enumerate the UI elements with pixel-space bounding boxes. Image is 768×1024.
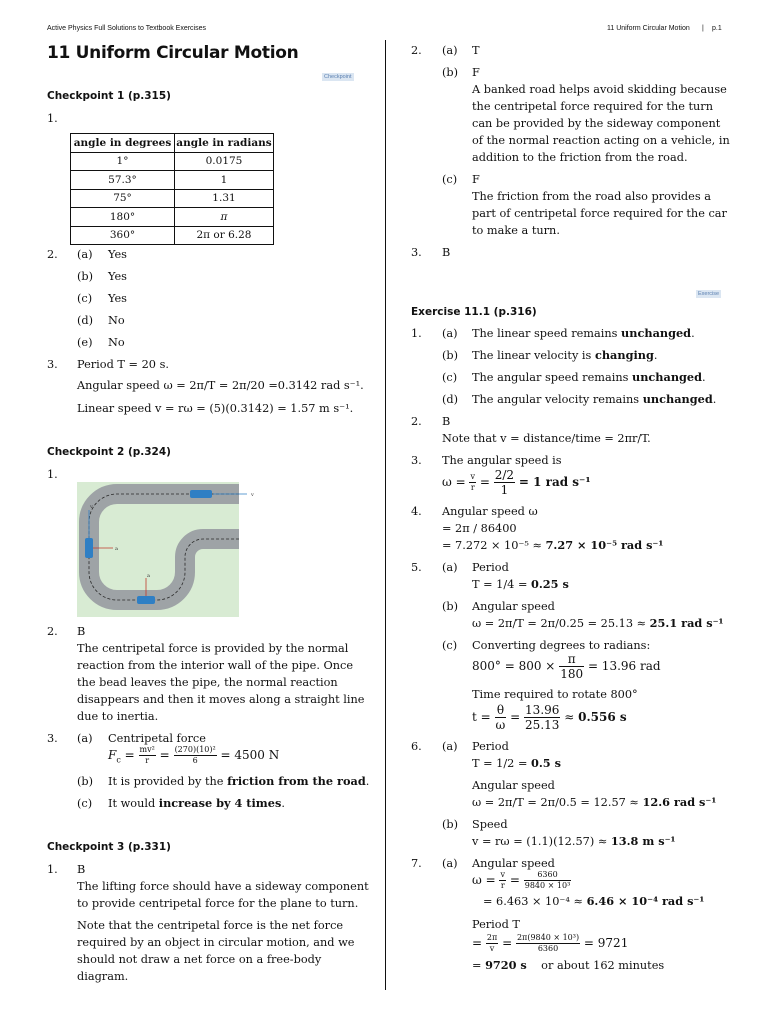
numerator: θ — [495, 703, 507, 718]
text: It would — [108, 797, 159, 810]
emphasis: changing — [594, 348, 654, 362]
cp1-q2e-label: (e) — [77, 336, 93, 349]
emphasis: 0.5 s — [531, 756, 561, 770]
ex-q5a-title: Period — [472, 561, 509, 574]
ex-q4-result — [442, 537, 663, 554]
text: t = — [472, 710, 491, 724]
cp3-q3-number: 3. — [411, 246, 422, 259]
denominator: r — [470, 483, 475, 492]
ex-q2-number: 2. — [411, 415, 422, 428]
velocity-label: v — [90, 504, 93, 510]
cp2-q3c-text — [108, 795, 285, 812]
header-left: Active Physics Full Solutions to Textbook Exercises — [47, 25, 206, 32]
ex-q1-number: 1. — [411, 327, 422, 340]
satellite-period-equation — [472, 933, 628, 954]
emphasis: 6.46 × 10⁻⁴ rad s⁻¹ — [586, 894, 705, 908]
header-separator: | — [702, 25, 704, 32]
equals: = — [509, 873, 520, 887]
cp2-q3b-text — [108, 773, 369, 790]
ex-q1d-label: (d) — [442, 393, 459, 406]
table-cell: 1.31 — [175, 189, 274, 208]
ex-q6-number: 6. — [411, 740, 422, 753]
ex-q7a-final — [472, 957, 664, 974]
ex-q2-answer: B — [442, 415, 451, 428]
cp3-q1-note: should not draw a net force on a free-body — [77, 953, 322, 966]
numerator: mv² — [139, 745, 155, 754]
fraction — [524, 870, 572, 891]
text: or about 162 minutes — [526, 959, 665, 972]
fraction — [494, 468, 515, 497]
text: The angular speed remains — [472, 371, 632, 384]
fraction — [139, 745, 156, 766]
table-row — [71, 189, 274, 208]
emphasis: 12.6 rad s⁻¹ — [642, 795, 717, 809]
denominator: 6 — [192, 756, 198, 765]
ex-q5a-result — [472, 576, 569, 593]
ex-q5c-title: Converting degrees to radians: — [472, 639, 651, 652]
denominator: 1 — [500, 483, 509, 497]
numerator: 2π — [486, 933, 498, 942]
cp3-q3-answer: B — [442, 246, 451, 259]
fraction — [516, 933, 580, 954]
cp1-q3-period: Period T = 20 s. — [77, 358, 169, 371]
cp3-q2b-line: addition to the friction from the road. — [472, 151, 688, 164]
text: ω = 2π/T = 2π/0.25 = 25.13 ≈ — [472, 617, 650, 630]
cp1-q2e-answer: No — [108, 336, 125, 349]
fraction — [495, 703, 507, 732]
cp1-q2b-label: (b) — [77, 270, 94, 283]
centripetal-force-equation — [108, 745, 279, 766]
cp1-q2a-label: (a) — [77, 248, 93, 261]
cp2-q2-line: The centripetal force is provided by the normal — [77, 642, 349, 655]
cp3-q2a-label: (a) — [442, 44, 458, 57]
approx: ≈ — [564, 710, 575, 724]
header-chapter: 11 Uniform Circular Motion — [607, 25, 690, 32]
text: = 7.272 × 10⁻⁵ ≈ — [442, 539, 546, 552]
cp2-q2-number: 2. — [47, 625, 58, 638]
numerator: 2π(9840 × 10³) — [516, 933, 580, 942]
ex-q1c-text — [472, 369, 706, 386]
ex-q5-number: 5. — [411, 561, 422, 574]
cp3-q2c-label: (c) — [442, 173, 458, 186]
text: = — [472, 959, 486, 972]
cp1-q2d-answer: No — [108, 314, 125, 327]
checkpoint-3-heading: Checkpoint 3 (p.331) — [47, 841, 171, 853]
emphasis: 0.25 s — [531, 577, 569, 591]
text: The linear speed remains — [472, 327, 622, 340]
ex-q4-number: 4. — [411, 505, 422, 518]
car-icon — [137, 596, 155, 604]
cp1-q3-angular-speed: Angular speed ω = 2π/T = 2π/20 =0.3142 rad s⁻¹. — [77, 379, 364, 392]
emphasis: unchanged — [621, 326, 692, 340]
car-icon — [190, 490, 212, 498]
result: = 1 rad s⁻¹ — [518, 475, 591, 489]
cp1-q2c-answer: Yes — [108, 292, 127, 305]
cp3-q2b-line: can be provided by the sideway component — [472, 117, 721, 130]
cp3-q2b-label: (b) — [442, 66, 459, 79]
cp3-q2a-answer: T — [472, 44, 480, 57]
ex-q5b-result — [472, 615, 724, 632]
emphasis: 13.8 m s⁻¹ — [610, 834, 676, 848]
table-cell: 360° — [71, 226, 175, 245]
exercise-11-1-heading: Exercise 11.1 (p.316) — [411, 306, 537, 318]
denominator: v — [489, 944, 495, 953]
text: . — [281, 797, 285, 810]
ex-q7a-title: Angular speed — [472, 857, 555, 870]
cp3-q2c-answer: F — [472, 173, 480, 186]
denominator: r — [145, 756, 150, 765]
cp1-q2c-label: (c) — [77, 292, 93, 305]
denominator: 180 — [560, 667, 584, 681]
table-header-degrees: angle in degrees — [71, 134, 175, 153]
ex-q6b-result — [472, 833, 675, 850]
cp1-q2b-answer: Yes — [108, 270, 127, 283]
ex-q4-line: Angular speed ω — [442, 505, 538, 518]
cp3-q1-note: Note that the centripetal force is the net force — [77, 919, 344, 932]
result: = 4500 N — [220, 748, 280, 762]
text: T = 1/2 = — [472, 757, 532, 770]
fraction — [499, 870, 506, 891]
cp2-q2-answer: B — [77, 625, 86, 638]
table-cell: 57.3° — [71, 171, 175, 190]
text: The angular velocity remains — [472, 393, 643, 406]
ex-q1a-text — [472, 325, 695, 342]
satellite-angular-speed-equation — [472, 870, 571, 891]
ex-q7a-period-title: Period T — [472, 918, 520, 931]
emphasis: 9720 s — [485, 958, 527, 972]
cp3-q1-note: required by an object in circular motion, and we — [77, 936, 355, 949]
equals: = — [510, 710, 521, 724]
cp3-q2b-line: A banked road helps avoid skidding because — [472, 83, 727, 96]
cp3-q1-number: 1. — [47, 863, 58, 876]
text: It is provided by the — [108, 775, 228, 788]
column-divider — [385, 40, 386, 990]
cp2-q3b-label: (b) — [77, 775, 94, 788]
cp3-q1-line: The lifting force should have a sideway component — [77, 880, 369, 893]
ex-q6a-result — [472, 755, 561, 772]
table-cell: 1 — [175, 171, 274, 190]
emphasis: friction from the road — [227, 774, 366, 788]
text: . — [365, 775, 370, 788]
exercise-tag: Exercise — [698, 291, 720, 297]
acceleration-label: a — [147, 573, 150, 579]
text: v = rω = (1.1)(12.57) ≈ — [472, 835, 611, 848]
table-cell: 0.0175 — [175, 152, 274, 171]
numerator: 2/2 — [494, 468, 515, 482]
cp3-q2c-line: The friction from the road also provides a — [472, 190, 711, 203]
checkpoint-tag: Checkpoint — [324, 74, 352, 80]
equals: = — [159, 748, 170, 762]
numerator: v — [470, 472, 476, 481]
force-symbol: F — [108, 748, 117, 762]
result: 0.556 s — [578, 710, 627, 724]
result: = 13.96 rad — [587, 659, 661, 673]
cp1-q3-number: 3. — [47, 358, 58, 371]
angle-table — [70, 133, 274, 245]
cp2-q3a-label: (a) — [77, 732, 93, 745]
ex-q5a-label: (a) — [442, 561, 458, 574]
cp1-q1-number: 1. — [47, 112, 58, 125]
cp2-q2-line: reaction from the interior wall of the pipe. Once — [77, 659, 354, 672]
denominator: r — [500, 881, 505, 890]
equals: = — [502, 936, 513, 950]
ex-q3-number: 3. — [411, 454, 422, 467]
ex-q1c-label: (c) — [442, 371, 458, 384]
numerator: π — [559, 652, 584, 667]
denominator: 25.13 — [525, 718, 560, 732]
text: . — [702, 371, 706, 384]
ex-q6b-title: Speed — [472, 818, 508, 831]
velocity-label: v — [251, 492, 254, 498]
denominator: ω — [495, 718, 506, 732]
cp2-q3-number: 3. — [47, 732, 58, 745]
cp2-q2-line: due to inertia. — [77, 710, 159, 723]
cp3-q2c-line: part of centripetal force required for the car — [472, 207, 727, 220]
car-icon — [85, 538, 93, 558]
degree-conversion-equation — [472, 652, 661, 681]
emphasis: increase by 4 times — [158, 796, 282, 810]
cp2-q3a-text: Centripetal force — [108, 732, 206, 745]
emphasis: unchanged — [642, 392, 713, 406]
ex-q5b-label: (b) — [442, 600, 459, 613]
ex-q6a-title: Period — [472, 740, 509, 753]
ex-q7a-result — [483, 893, 704, 910]
ex-q5c-time-title: Time required to rotate 800° — [472, 688, 638, 701]
ex-q6a-result2 — [472, 794, 716, 811]
ex-q1d-text — [472, 391, 716, 408]
ex-q2-note: Note that v = distance/time = 2πr/T. — [442, 432, 651, 445]
text: . — [712, 393, 717, 406]
table-cell: π — [175, 208, 274, 227]
ex-q7-number: 7. — [411, 857, 422, 870]
text: ω = — [472, 873, 496, 887]
ex-q1a-label: (a) — [442, 327, 458, 340]
ex-q3-text: The angular speed is — [442, 454, 562, 467]
fraction — [486, 933, 498, 954]
ex-q1b-label: (b) — [442, 349, 459, 362]
force-subscript: c — [116, 755, 121, 765]
cp1-q2a-answer: Yes — [108, 248, 127, 261]
numerator: (270)(10)² — [174, 745, 216, 754]
cp1-q3-linear-speed: Linear speed v = rω = (5)(0.3142) = 1.57 m s⁻¹. — [77, 402, 354, 415]
equals: = — [472, 936, 483, 950]
cp3-q1-note: diagram. — [77, 970, 129, 983]
numerator: 13.96 — [525, 703, 560, 717]
emphasis: unchanged — [631, 370, 703, 384]
cp2-q2-line: disappears and then it moves along a straight line — [77, 693, 365, 706]
cp2-q2-line: the bead leaves the pipe, the normal reaction — [77, 676, 338, 689]
text: . — [653, 349, 658, 362]
table-cell: 75° — [71, 189, 175, 208]
fraction — [174, 745, 217, 766]
text: The linear velocity is — [472, 349, 595, 362]
rotation-time-equation — [472, 703, 627, 732]
text: 800° = 800 × — [472, 659, 556, 673]
table-row — [71, 152, 274, 171]
fraction — [469, 472, 476, 493]
cp3-q1-answer: B — [77, 863, 86, 876]
cp3-q1-line: to provide centripetal force for the plane to turn. — [77, 897, 359, 910]
header-page-number: p.1 — [712, 25, 722, 32]
ex-q7a-label: (a) — [442, 857, 458, 870]
cp1-q2d-label: (d) — [77, 314, 94, 327]
emphasis: 25.1 rad s⁻¹ — [649, 616, 724, 630]
text: . — [691, 327, 695, 340]
cp2-q1-number: 1. — [47, 468, 58, 481]
table-row — [71, 171, 274, 190]
fraction — [524, 703, 560, 732]
angular-speed-equation — [442, 468, 591, 497]
table-header-radians: angle in radians — [175, 134, 274, 153]
denominator: 9840 × 10³ — [524, 881, 571, 890]
result: = 9721 — [583, 936, 629, 950]
track-figure — [77, 482, 254, 617]
checkpoint-1-heading: Checkpoint 1 (p.315) — [47, 90, 171, 102]
equals: = — [124, 748, 135, 762]
ex-q6a-label: (a) — [442, 740, 458, 753]
ex-q4-line: = 2π / 86400 — [442, 522, 517, 535]
cp3-q2b-answer: F — [472, 66, 480, 79]
table-row — [71, 226, 274, 245]
table-cell: 1° — [71, 152, 175, 171]
page-title: 11 Uniform Circular Motion — [47, 43, 299, 63]
cp3-q2b-line: the centripetal force required for the turn — [472, 100, 713, 113]
cp2-q3c-label: (c) — [77, 797, 93, 810]
table-cell: 180° — [71, 208, 175, 227]
ex-q1b-text — [472, 347, 657, 364]
ex-q5b-title: Angular speed — [472, 600, 555, 613]
denominator: 6360 — [537, 944, 559, 953]
ex-q5c-label: (c) — [442, 639, 458, 652]
acceleration-label: a — [115, 546, 118, 552]
fraction — [559, 652, 584, 681]
numerator: 6360 — [524, 870, 572, 881]
table-header-row — [71, 134, 274, 153]
text: = 6.463 × 10⁻⁴ ≈ — [483, 895, 587, 908]
cp3-q2b-line: of the normal reaction acting on a vehicle, in — [472, 134, 730, 147]
checkpoint-2-heading: Checkpoint 2 (p.324) — [47, 446, 171, 458]
equals: = — [479, 475, 490, 489]
emphasis: 7.27 × 10⁻⁵ rad s⁻¹ — [545, 538, 664, 552]
cp3-q2-number: 2. — [411, 44, 422, 57]
omega-eq: ω = — [442, 475, 466, 489]
text: ω = 2π/T = 2π/0.5 = 12.57 ≈ — [472, 796, 643, 809]
numerator: v — [500, 870, 506, 879]
cp1-q2-number: 2. — [47, 248, 58, 261]
table-cell: 2π or 6.28 — [175, 226, 274, 245]
text: T = 1/4 = — [472, 578, 532, 591]
ex-q6a-title2: Angular speed — [472, 779, 555, 792]
ex-q6b-label: (b) — [442, 818, 459, 831]
cp3-q2c-line: to make a turn. — [472, 224, 560, 237]
table-row — [71, 208, 274, 227]
